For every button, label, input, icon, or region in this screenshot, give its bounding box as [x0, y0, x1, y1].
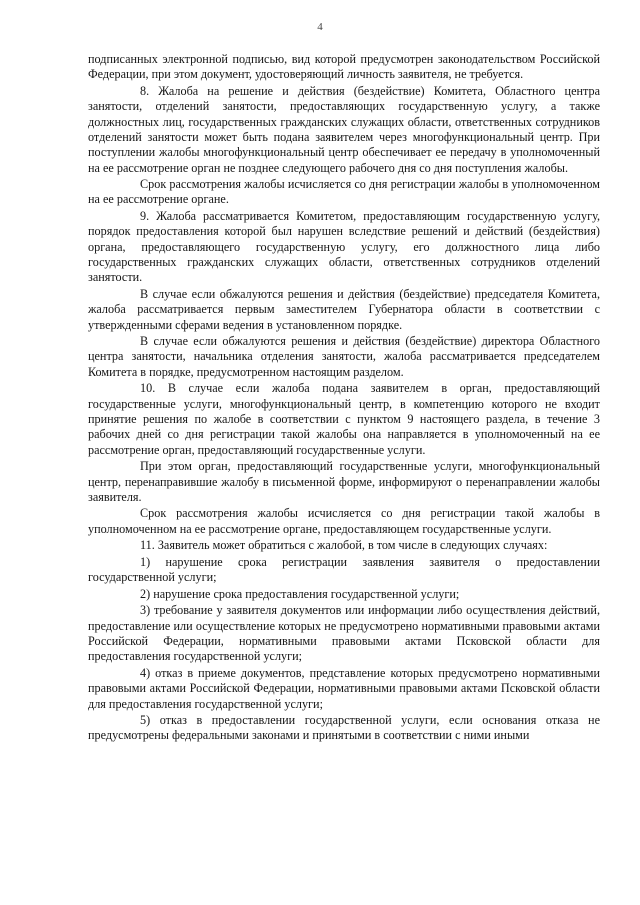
list-item-11-4: 4) отказ в приеме документов, представление которых предусмотрено нормативными правовыми актами Российской Федерации, нормативными правовыми актами Псковской области для предоставления государственной услуги;: [88, 665, 600, 711]
page-number: 4: [317, 21, 323, 33]
paragraph-item-8: 8. Жалоба на решение и действия (бездействие) Комитета, Областного центра занятости, отделений занятости, предоставляющих государственную услугу, а также должностных лиц, государственных гражданских служащих области, ответственных сотрудников отделений занятости может быть подана заявителем через многофункциональный центр. При поступлении жалобы многофункциональный центр обеспечивает ее передачу в уполномоченный на ее рассмотрение орган не позднее следующего рабочего дня со дня поступления жалобы.: [88, 83, 600, 175]
paragraph-item-10-inform: При этом орган, предоставляющий государственные услуги, многофункциональный центр, перенаправившие жалобу в письменной форме, информируют о перенаправлении жалобы заявителя.: [88, 459, 600, 504]
paragraph-item-8-term: Срок рассмотрения жалобы исчисляется со дня регистрации жалобы в уполномоченном на ее рассмотрение органе.: [88, 177, 600, 207]
paragraph-item-10-term: Срок рассмотрения жалобы исчисляется со дня регистрации такой жалобы в уполномоченном на ее рассмотрение органе, предоставляющем государственные услуги.: [88, 506, 600, 536]
paragraph-item-9: 9. Жалоба рассматривается Комитетом, предоставляющим государственную услугу, порядок предоставления которой был нарушен вследствие решений и действий (бездействия) органа, предоставляющего государственную услугу, его должностного лица либо государственных гражданских служащих области, ответственных сотрудников отделений занятости.: [88, 209, 600, 285]
paragraph-item-11: 11. Заявитель может обратиться с жалобой, в том числе в следующих случаях:: [140, 538, 548, 553]
list-item-11-1: 1) нарушение срока регистрации заявления заявителя о предоставлении государственной услуги;: [88, 554, 600, 585]
paragraph-item-9-director: В случае если обжалуются решения и действия (бездействие) директора Областного центра занятости, начальника отделения занятости, жалоба рассматривается председателем Комитета в порядке, предусмотренном настоящим разделом.: [88, 334, 600, 379]
list-item-11-3: 3) требование у заявителя документов или информации либо осуществления действий, предоставление или осуществление которых не предусмотрено нормативными правовыми актами Российской Федерации, нормативными правовыми актами Псковской области для предоставления государственной услуги;: [88, 603, 600, 664]
list-item-11-5: 5) отказ в предоставлении государственной услуги, если основания отказа не предусмотрены федеральными законами и принятыми в соответствии с ними иными: [88, 713, 600, 743]
list-item-11-2: 2) нарушение срока предоставления государственной услуги;: [140, 586, 460, 601]
document-body: [88, 52, 600, 745]
paragraph-item-9-chair: В случае если обжалуются решения и действия (бездействие) председателя Комитета, жалоба рассматривается первым заместителем Губернатора области в соответствии с утвержденными сферами ведения в установленном порядке.: [88, 286, 600, 332]
paragraph-item-10: 10. В случае если жалоба подана заявителем в орган, предоставляющий государственные услуги, многофункциональный центр, в компетенцию которого не входит принятие решения по жалобе в соответствии с пунктом 9 настоящего раздела, в течение 3 рабочих дней со дня регистрации такой жалобы она направляется в уполномоченный на ее рассмотрение орган, предоставляющий государственные услуги.: [88, 381, 600, 457]
paragraph-continuation: подписанных электронной подписью, вид которой предусмотрен законодательством Российской Федерации, при этом документ, удостоверяющий личность заявителя, не требуется.: [88, 52, 600, 82]
